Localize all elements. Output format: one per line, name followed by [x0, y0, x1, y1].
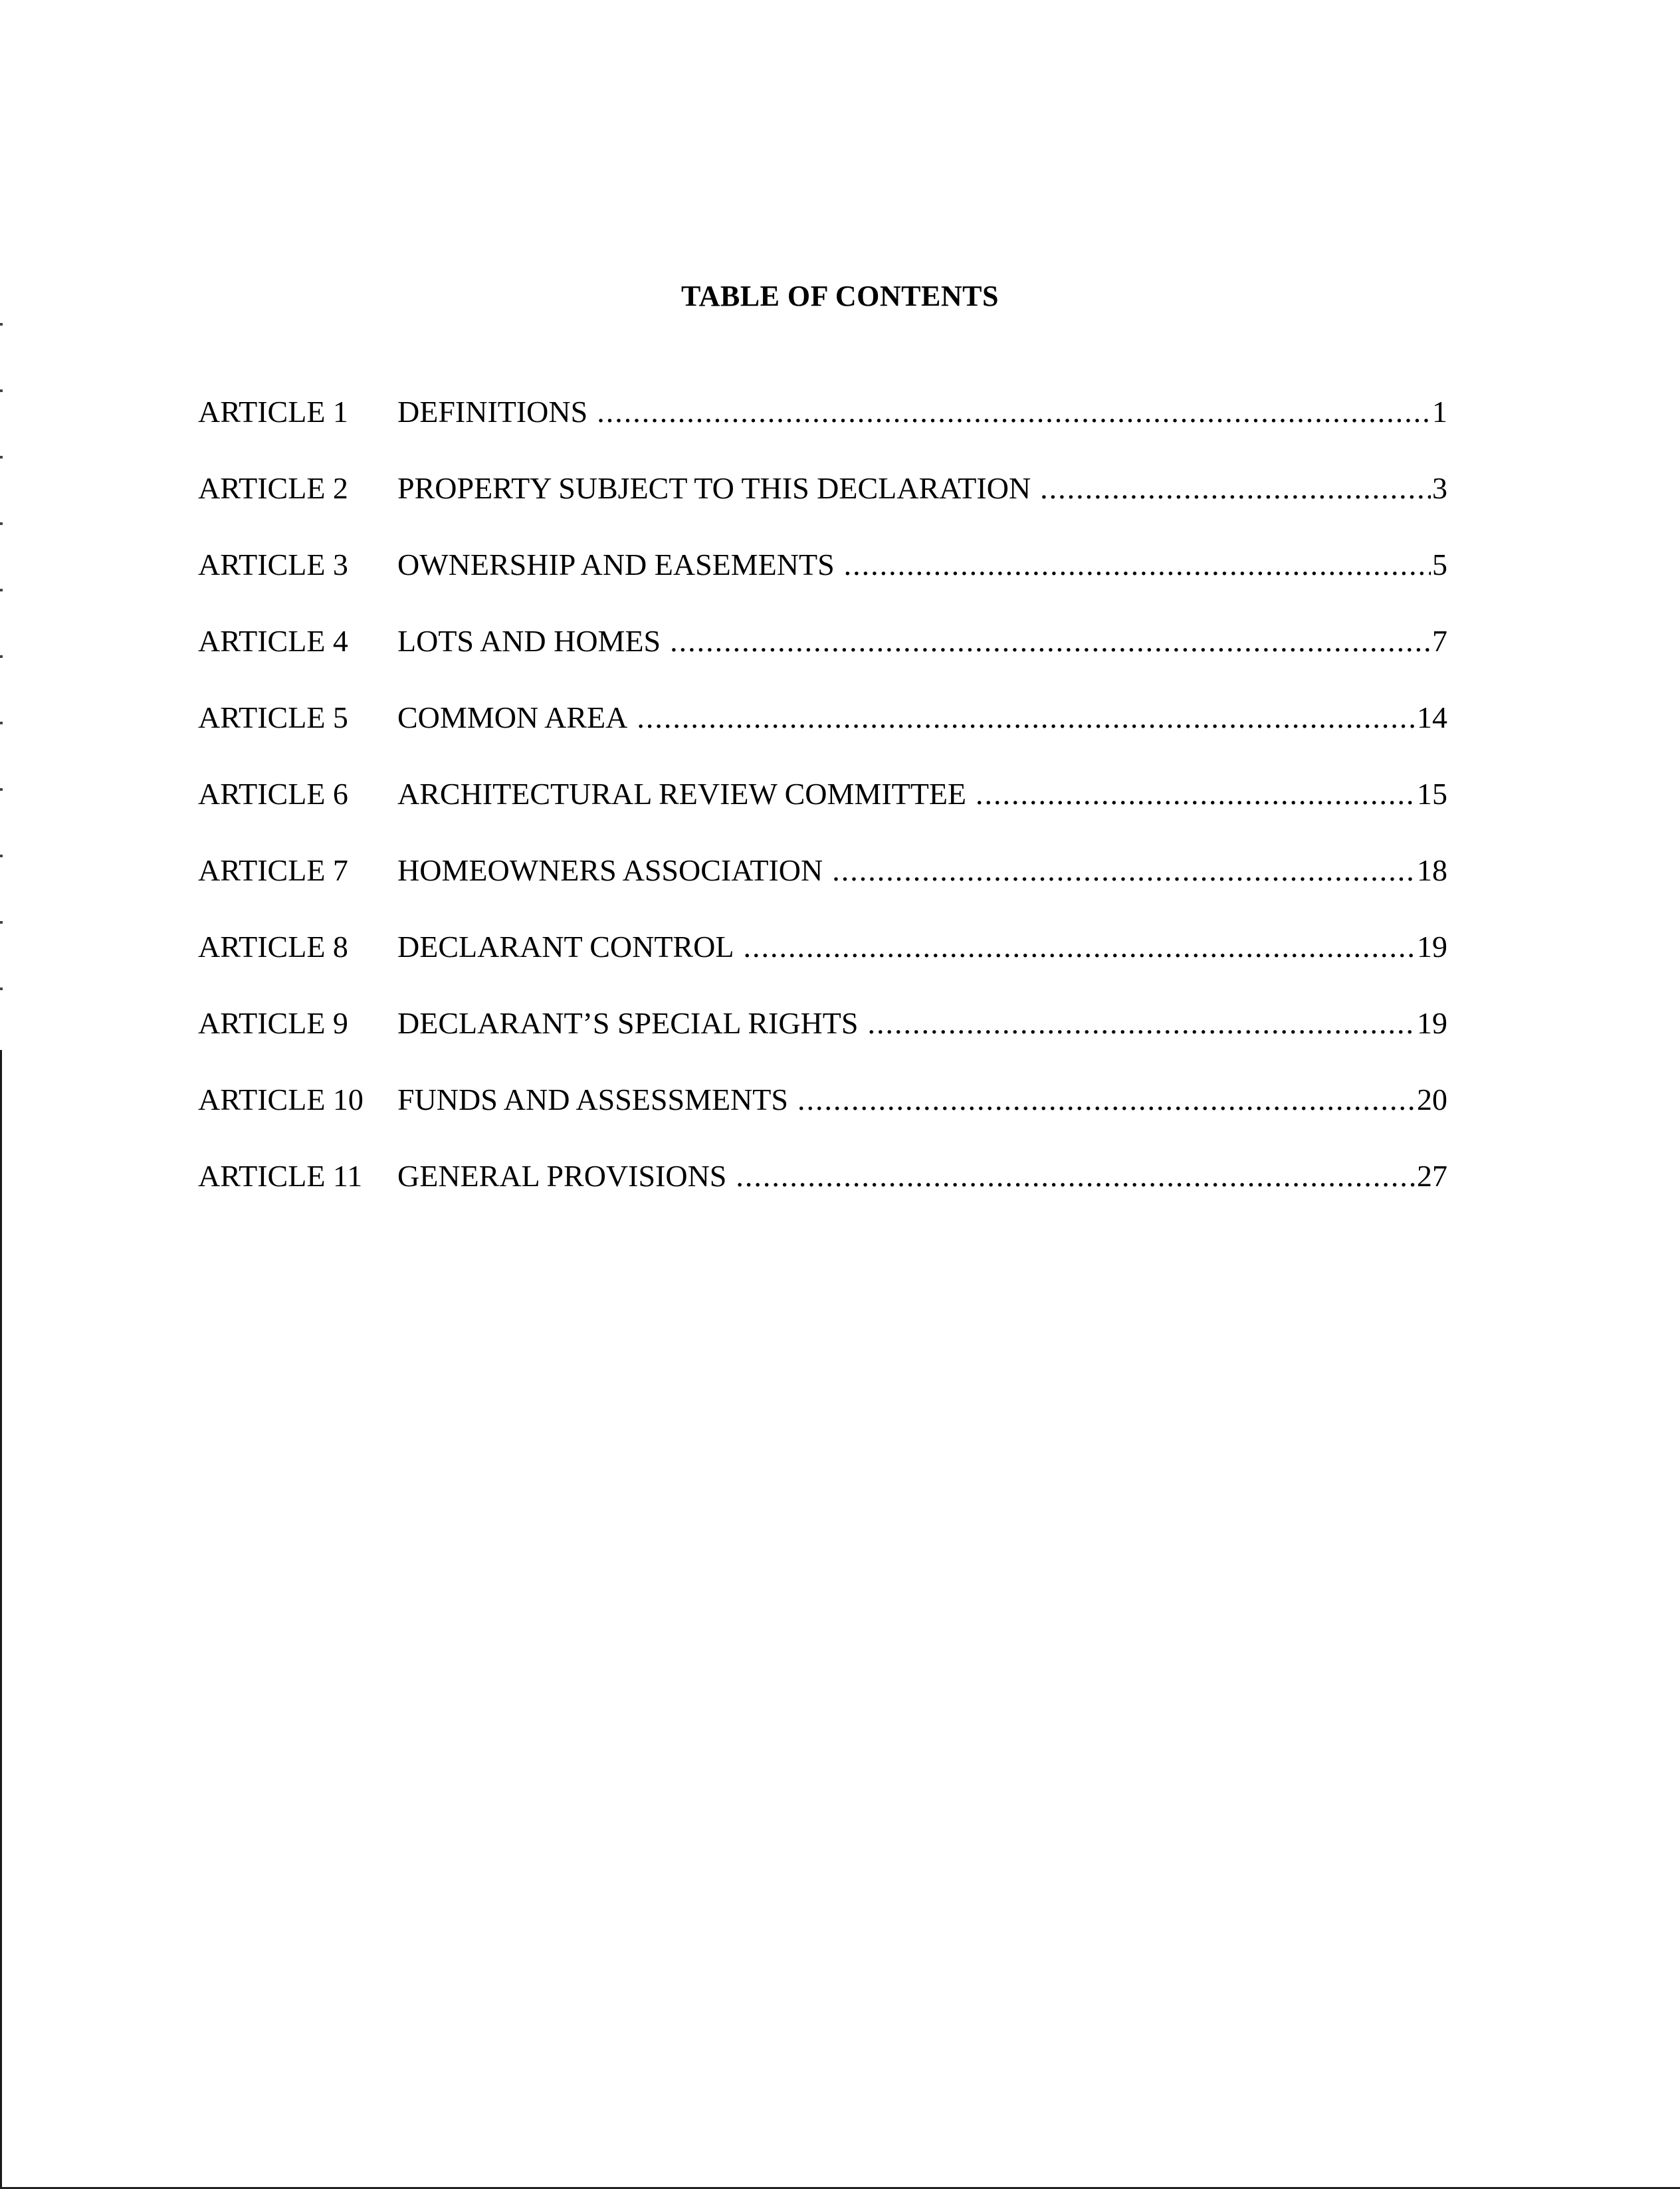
toc-entry: [198, 392, 1447, 469]
toc-page-number: 1: [1432, 395, 1447, 429]
toc-entry: [198, 545, 1447, 621]
toc-article-number: ARTICLE 9: [198, 1006, 348, 1040]
dot-leader: [743, 927, 1416, 967]
toc-entry: [198, 1156, 1447, 1233]
dot-leader: [844, 545, 1431, 585]
toc-article-title: COMMON AREA: [397, 700, 628, 734]
toc-article-title: DEFINITIONS: [397, 395, 588, 429]
toc-article-title: DECLARANT’S SPECIAL RIGHTS: [397, 1006, 859, 1040]
dot-leader: [1040, 469, 1431, 508]
toc-article-title: LOTS AND HOMES: [397, 624, 661, 658]
toc-entry: [198, 469, 1447, 545]
toc-page-number: 27: [1417, 1159, 1447, 1193]
toc-page-number: 15: [1417, 777, 1447, 811]
scan-edge-line: [0, 1050, 2, 2189]
dot-leader: [736, 1156, 1416, 1196]
toc-article-title: GENERAL PROVISIONS: [397, 1159, 727, 1193]
dot-leader: [637, 698, 1416, 738]
toc-entry: [198, 774, 1447, 851]
scan-edge-marks: [0, 259, 3, 1043]
toc-article-number: ARTICLE 7: [198, 853, 348, 887]
toc-entry: [198, 621, 1447, 698]
toc-article-number: ARTICLE 11: [198, 1159, 363, 1193]
toc-article-number: ARTICLE 1: [198, 395, 348, 429]
toc-article-number: ARTICLE 5: [198, 700, 348, 734]
toc-page-number: 19: [1417, 1006, 1447, 1040]
toc-article-number: ARTICLE 10: [198, 1083, 364, 1116]
toc-page-number: 20: [1417, 1083, 1447, 1116]
toc-article-title: HOMEOWNERS ASSOCIATION: [397, 853, 823, 887]
toc-page-number: 14: [1417, 700, 1447, 734]
toc-entry: [198, 1003, 1447, 1080]
toc-article-title: PROPERTY SUBJECT TO THIS DECLARATION: [397, 471, 1031, 505]
table-of-contents: [198, 392, 1447, 1233]
toc-entry: [198, 698, 1447, 774]
toc-article-title: FUNDS AND ASSESSMENTS: [397, 1083, 788, 1116]
dot-leader: [867, 1003, 1416, 1043]
toc-article-title: DECLARANT CONTROL: [397, 930, 734, 964]
dot-leader: [832, 851, 1416, 890]
dot-leader: [976, 774, 1416, 814]
toc-article-number: ARTICLE 6: [198, 777, 348, 811]
toc-entry: [198, 927, 1447, 1003]
dot-leader: [597, 392, 1431, 432]
toc-article-number: ARTICLE 2: [198, 471, 348, 505]
dot-leader: [797, 1080, 1416, 1120]
toc-page-number: 7: [1432, 624, 1447, 658]
toc-article-number: ARTICLE 4: [198, 624, 348, 658]
toc-entry: [198, 1080, 1447, 1156]
toc-article-number: ARTICLE 8: [198, 930, 348, 964]
toc-article-title: ARCHITECTURAL REVIEW COMMITTEE: [397, 777, 967, 811]
toc-page-number: 3: [1432, 471, 1447, 505]
toc-page-number: 19: [1417, 930, 1447, 964]
toc-page-number: 5: [1432, 548, 1447, 581]
toc-entry: [198, 851, 1447, 927]
toc-page-number: 18: [1417, 853, 1447, 887]
toc-article-number: ARTICLE 3: [198, 548, 348, 581]
toc-article-title: OWNERSHIP AND EASEMENTS: [397, 548, 835, 581]
dot-leader: [670, 621, 1431, 661]
page-title: TABLE OF CONTENTS: [681, 280, 999, 312]
